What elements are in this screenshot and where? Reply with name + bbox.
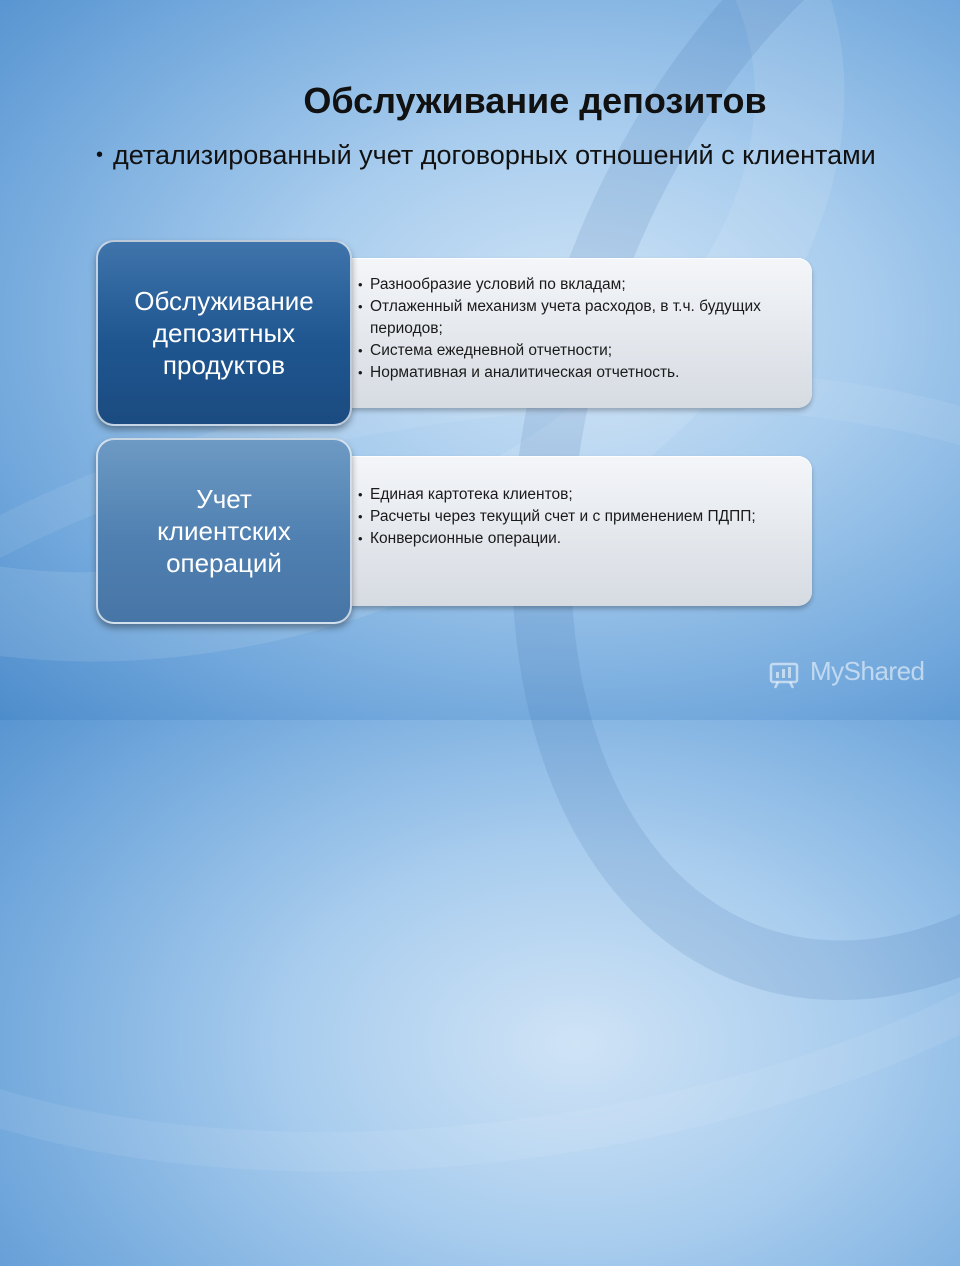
- watermark-label: MyShared: [810, 656, 925, 686]
- client-operations-details: [334, 456, 812, 606]
- label-line: Обслуживание: [134, 286, 314, 316]
- list-item: • Конверсионные операции.: [356, 528, 798, 550]
- list-item: • Разнообразие условий по вкладам;: [356, 274, 798, 296]
- watermark-text: [768, 656, 925, 687]
- list-item: • Единая картотека клиентов;: [356, 484, 798, 506]
- list-item: • Отлаженный механизм учета расходов, в т.ч. будущих периодов;: [356, 296, 798, 340]
- label-line: депозитных: [152, 318, 296, 348]
- label-line: продуктов: [162, 350, 286, 380]
- label-line: Учет: [196, 484, 252, 514]
- label-line: клиентских: [157, 516, 291, 546]
- list-item: • Нормативная и аналитическая отчетность.: [356, 362, 798, 384]
- client-operations-label: [96, 438, 352, 624]
- deposit-products-block: [96, 240, 814, 426]
- slide-title: Обслуживание депозитов: [303, 80, 767, 121]
- list-item: • Расчеты через текущий счет и с применением ПДПП;: [356, 506, 798, 528]
- list-item: • Система ежедневной отчетности;: [356, 340, 798, 362]
- slide-bullet-text: детализированный учет договорных отношений с клиентами: [113, 140, 876, 170]
- bullet-icon: •: [96, 144, 104, 166]
- deposit-products-details: [334, 258, 812, 408]
- client-operations-block: [96, 438, 814, 624]
- slide-bullet: [96, 138, 886, 172]
- deposit-products-label: [96, 240, 352, 426]
- label-line: операций: [166, 548, 282, 578]
